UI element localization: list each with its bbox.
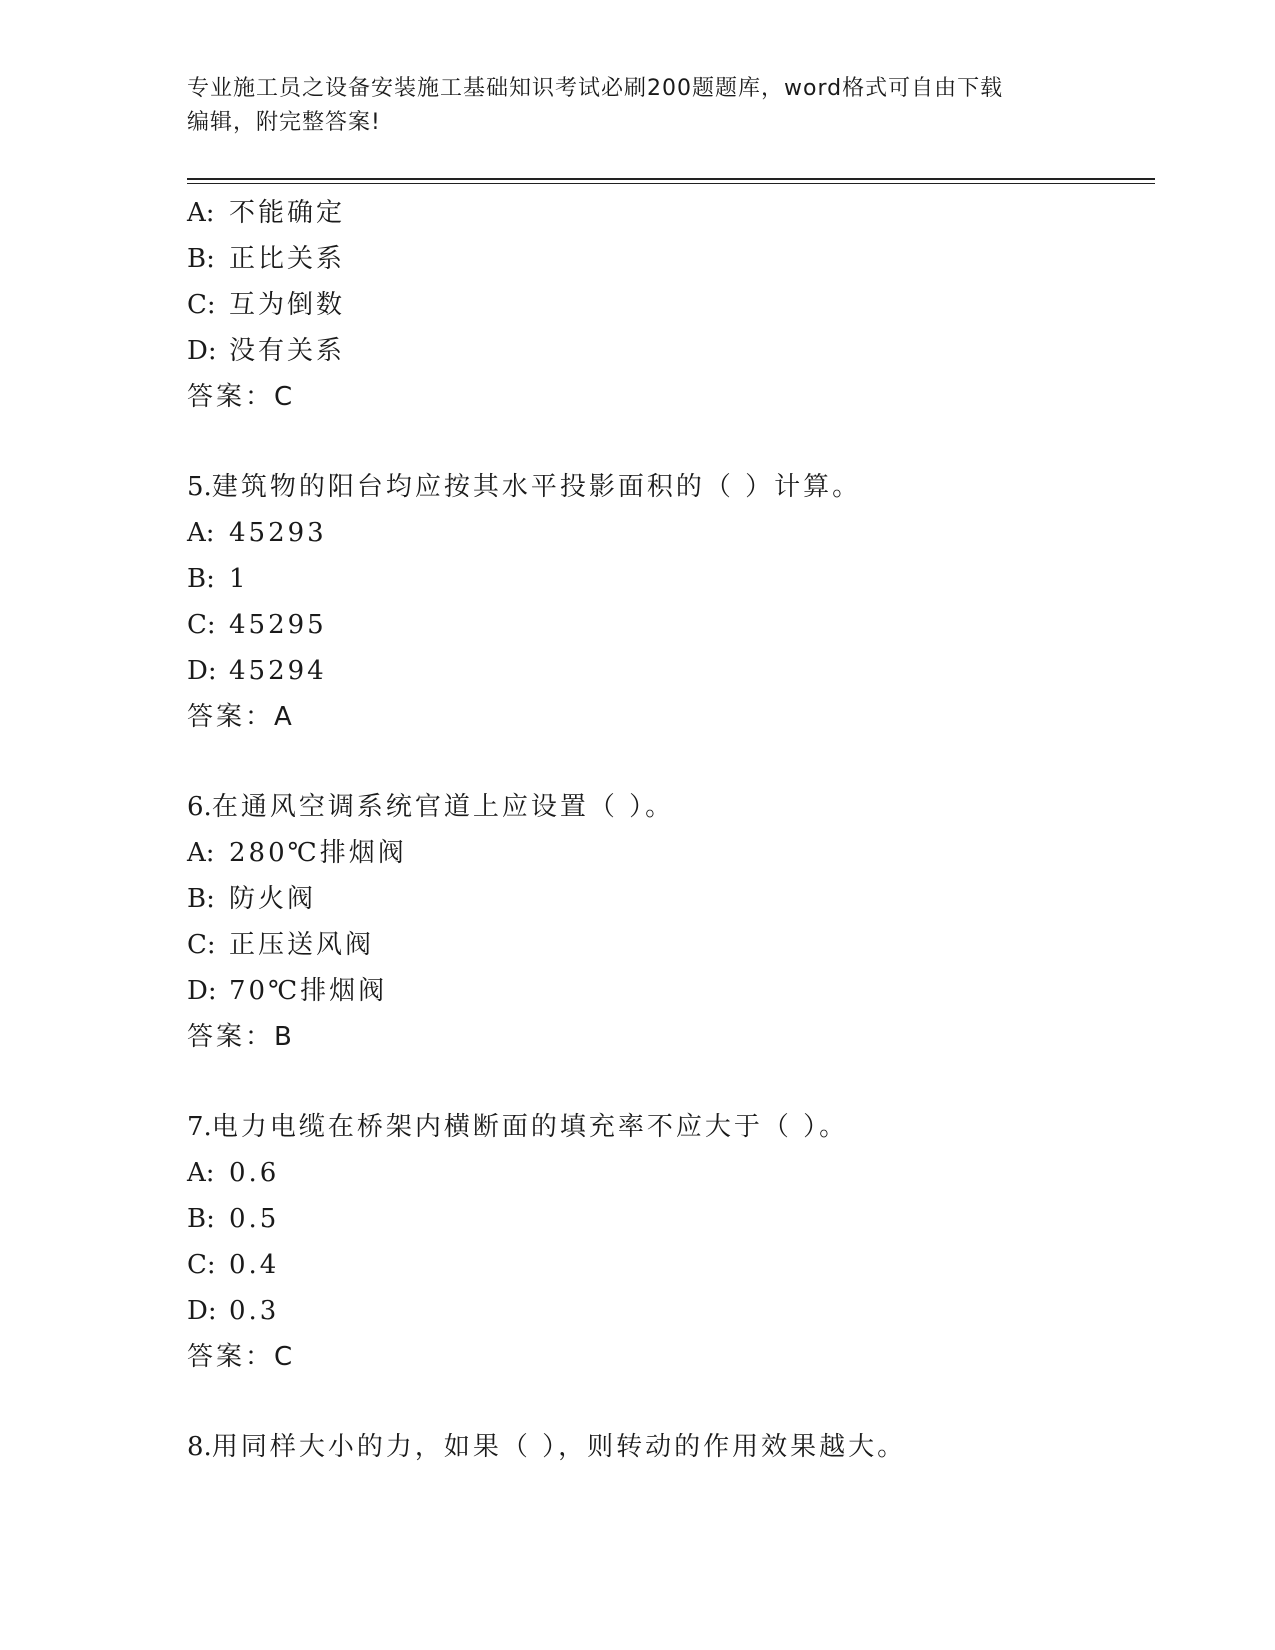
- option-text: 不能确定: [229, 198, 346, 228]
- option-b: [187, 876, 1147, 922]
- option-text: 正比关系: [229, 244, 346, 274]
- question-4-block: [187, 190, 1147, 420]
- answer-line: 答案：C: [187, 1342, 296, 1372]
- option-label: A:: [187, 518, 215, 548]
- option-text: 没有关系: [229, 336, 346, 366]
- header-line-2: 编辑，附完整答案!: [187, 110, 381, 135]
- option-d: [187, 648, 1147, 694]
- option-a: [187, 830, 1147, 876]
- answer-line: 答案：A: [187, 702, 295, 732]
- option-text: 45293: [229, 518, 327, 548]
- option-label: C:: [187, 610, 216, 640]
- question-8-block: [187, 1424, 1147, 1470]
- option-d: [187, 328, 1147, 374]
- option-text: 互为倒数: [229, 290, 346, 320]
- option-text: 防火阀: [229, 884, 317, 914]
- option-label: D:: [187, 1296, 217, 1326]
- option-label: C:: [187, 1250, 216, 1280]
- question-text: 建筑物的阳台均应按其水平投影面积的（ ）计算。: [211, 472, 862, 502]
- question-number: 5.: [187, 472, 212, 502]
- option-a: [187, 190, 1147, 236]
- option-label: C:: [187, 290, 216, 320]
- option-c: [187, 1242, 1147, 1288]
- question-text: 用同样大小的力，如果（ ），则转动的作用效果越大。: [211, 1432, 907, 1462]
- question-number: 6.: [187, 792, 212, 822]
- question-stem: [187, 464, 1147, 510]
- option-text: 0.5: [229, 1204, 280, 1234]
- option-label: A:: [187, 198, 215, 228]
- answer-line: 答案：C: [187, 382, 296, 412]
- option-text: 0.3: [229, 1296, 280, 1326]
- option-b: [187, 236, 1147, 282]
- option-c: [187, 602, 1147, 648]
- option-b: [187, 1196, 1147, 1242]
- option-text: 0.6: [229, 1158, 280, 1188]
- page-header: [187, 72, 1087, 140]
- question-7-block: [187, 1104, 1147, 1380]
- option-text: 45295: [229, 610, 327, 640]
- option-label: D:: [187, 656, 217, 686]
- option-label: D:: [187, 976, 217, 1006]
- option-label: B:: [187, 884, 215, 914]
- question-text: 电力电缆在桥架内横断面的填充率不应大于（ ）。: [211, 1112, 849, 1142]
- option-a: [187, 1150, 1147, 1196]
- option-text: 45294: [229, 656, 327, 686]
- question-number: 8.: [187, 1432, 212, 1462]
- option-text: 70℃排烟阀: [229, 976, 388, 1006]
- option-label: B:: [187, 244, 215, 274]
- question-number: 7.: [187, 1112, 212, 1142]
- question-6-block: [187, 784, 1147, 1060]
- question-text: 在通风空调系统官道上应设置（ ）。: [211, 792, 675, 822]
- question-stem: [187, 1424, 1147, 1470]
- option-label: A:: [187, 838, 215, 868]
- question-stem: [187, 1104, 1147, 1150]
- option-label: B:: [187, 1204, 215, 1234]
- header-rule-thin: [187, 183, 1155, 184]
- question-stem: [187, 784, 1147, 830]
- option-a: [187, 510, 1147, 556]
- question-5-block: [187, 464, 1147, 740]
- header-line-1: 专业施工员之设备安装施工基础知识考试必刷200题题库，word格式可自由下载: [187, 76, 1004, 101]
- option-text: 1: [229, 564, 249, 594]
- option-text: 280℃排烟阀: [229, 838, 407, 868]
- question-list: [187, 190, 1147, 1470]
- option-label: C:: [187, 930, 216, 960]
- option-c: [187, 922, 1147, 968]
- option-c: [187, 282, 1147, 328]
- option-d: [187, 1288, 1147, 1334]
- option-text: 0.4: [229, 1250, 280, 1280]
- option-d: [187, 968, 1147, 1014]
- option-label: A:: [187, 1158, 215, 1188]
- answer-line: 答案：B: [187, 1022, 295, 1052]
- option-text: 正压送风阀: [229, 930, 375, 960]
- option-label: B:: [187, 564, 215, 594]
- option-label: D:: [187, 336, 217, 366]
- option-b: [187, 556, 1147, 602]
- header-rule-thick: [187, 178, 1155, 180]
